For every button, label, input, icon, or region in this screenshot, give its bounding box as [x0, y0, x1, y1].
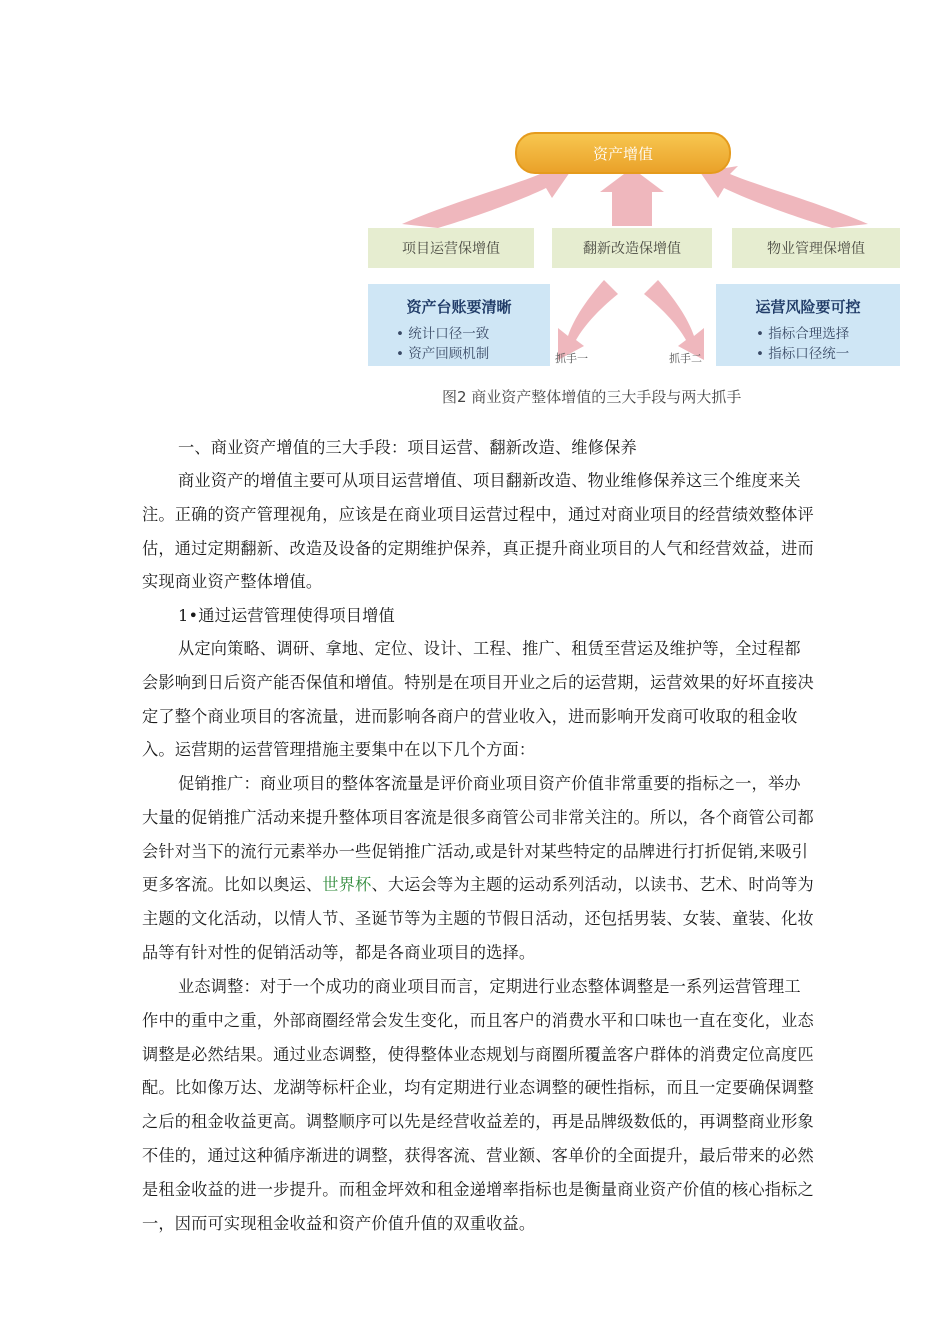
paragraph-intro: 商业资产的增值主要可从项目运营增值、项目翻新改造、物业维修保养这三个维度来关注。正确的资产管理视角，应该是在商业项目运营过程中，通过对商业项目的经营绩效整体评估，通过定期翻新、改造及设备的定期维护保养，真正提升商业项目的人气和经营效益，进而实现商业资产整体增值。 [142, 471, 814, 592]
paragraph-promotion [142, 767, 814, 970]
grip-title: 资产台账要清晰 [406, 298, 512, 316]
grip-label-one: 抓手一 [555, 352, 588, 365]
arrow-grip-left [558, 280, 618, 360]
asset-appreciation-box: 资产增值 [515, 132, 731, 174]
highlighted-text: 世界杯 [322, 875, 372, 895]
grip-item: • 统计口径一致 [396, 326, 490, 342]
section-heading: 一、商业资产增值的三大手段：项目运营、翻新改造、维修保养 [178, 438, 637, 457]
subheading-operation: 1•通过运营管理使得项目增值 [178, 606, 395, 625]
figure-caption: 图2 商业资产整体增值的三大手段与两大抓手 [442, 388, 742, 406]
arrow-up-right [700, 166, 868, 228]
arrow-grip-right [644, 280, 704, 360]
paragraph-operation: 从定向策略、调研、拿地、定位、设计、工程、推广、租赁至营运及维护等，全过程都会影响到日后资产能否保值和增值。特别是在项目开业之后的运营期，运营效果的好坏直接决定了整个商业项目的客流量，进而影响各商户的营业收入，进而影响开发商可收取的租金收入。运营期的运营管理措施主要集中在以下几个方面： [142, 639, 814, 760]
grip-label-two: 抓手二 [669, 352, 702, 365]
grip-item: • 指标口径统一 [756, 346, 850, 362]
arrow-up-center [600, 168, 664, 226]
grip-item: • 资产回顾机制 [396, 346, 490, 362]
arrow-up-left [402, 166, 570, 228]
method-box-operation: 项目运营保增值 [368, 228, 534, 268]
grip-title: 运营风险要可控 [755, 298, 861, 316]
paragraph-text: 、大运会等为主题的运动系列活动，以读书、艺术、时尚等为主题的文化活动，以情人节、圣诞节等为主题的节假日活动，还包括男装、女装、童装、化妆品等有针对性的促销活动等，都是各商业项目的选择。 [142, 875, 814, 962]
grip-box-risk [716, 284, 900, 366]
paragraph-text: 促销推广：商业项目的整体客流量是评价商业项目资产价值非常重要的指标之一，举办大量的促销推广活动来提升整体项目客流是很多商管公司非常关注的。所以，各个商管公司都会针对当下的流行元素举办一些促销推广活动,或是针对某些特定的品牌进行打折促销,来吸引更多客流。比如以奥运、 [142, 774, 814, 895]
paragraph-format-adjustment: 业态调整：对于一个成功的商业项目而言，定期进行业态整体调整是一系列运营管理工作中的重中之重，外部商圈经常会发生变化，而且客户的消费水平和口味也一直在变化，业态调整是必然结果。通过业态调整，使得整体业态规划与商圈所覆盖客户群体的消费定位高度匹配。比如像万达、龙湖等标杆企业，均有定期进行业态调整的硬性指标，而且一定要确保调整之后的租金收益更高。调整顺序可以先是经营收益差的，再是品牌级数低的，再调整商业形象不佳的，通过这种循序渐进的调整，获得客流、营业额、客单价的全面提升，最后带来的必然是租金收益的进一步提升。而租金坪效和租金递增率指标也是衡量商业资产价值的核心指标之一，因而可实现租金收益和资产价值升值的双重收益。 [142, 977, 814, 1233]
method-box-property: 物业管理保增值 [732, 228, 900, 268]
figure [362, 122, 908, 422]
grip-box-ledger [368, 284, 550, 366]
method-box-renovation: 翻新改造保增值 [552, 228, 712, 268]
grip-item: • 指标合理选择 [756, 326, 850, 342]
